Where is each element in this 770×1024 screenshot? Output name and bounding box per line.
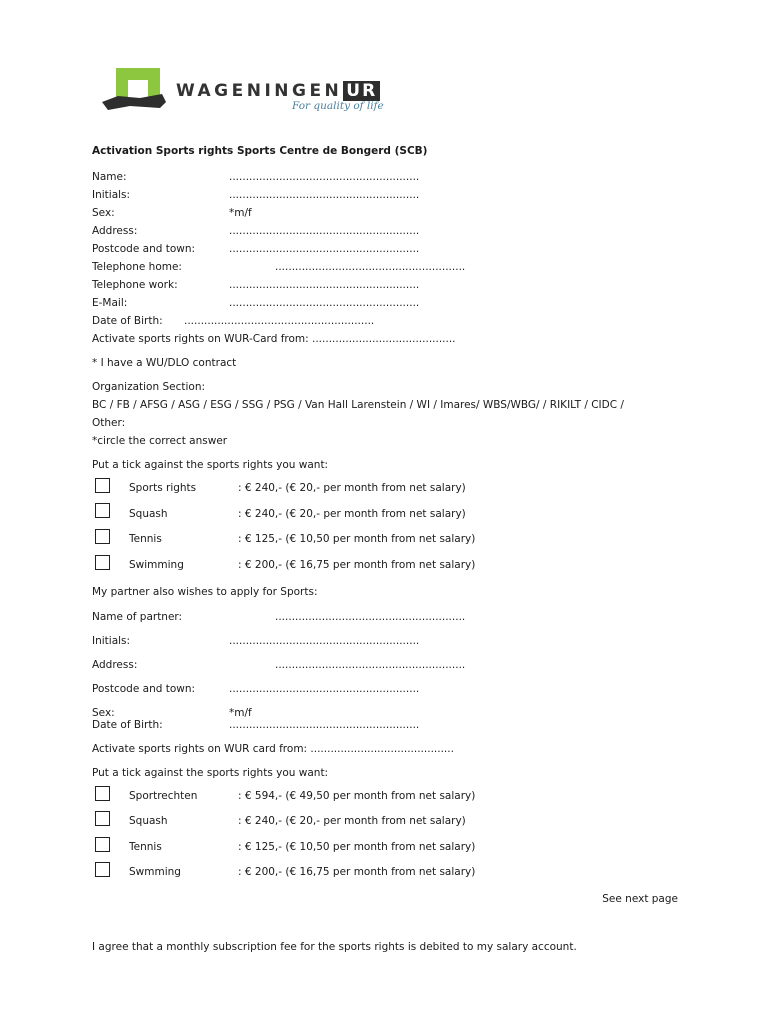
initials-field[interactable]: ......................................................... <box>229 189 420 201</box>
partner-sports-intro: Put a tick against the sports rights you want: <box>92 767 329 779</box>
sports-rights-label: Sports rights <box>129 482 197 494</box>
partner-sex-field[interactable]: *m/f <box>229 707 252 719</box>
organization-options[interactable]: BC / FB / AFSG / ASG / ESG / SSG / PSG / Van Hall Larenstein / WI / Imares/ WBS/WBG/ / RIKILT / CIDC / <box>92 399 624 411</box>
partner-tennis-label: Tennis <box>129 841 162 853</box>
tennis-label: Tennis <box>129 533 162 545</box>
contract-text: * I have a WU/DLO contract <box>92 357 237 369</box>
sex-field[interactable]: *m/f <box>229 207 252 219</box>
form-title: Activation Sports rights Sports Centre de Bongerd (SCB) <box>92 145 428 157</box>
name-label: Name: <box>92 171 127 183</box>
partner-intro: My partner also wishes to apply for Sports: <box>92 586 318 598</box>
partner-squash-checkbox[interactable] <box>95 811 110 826</box>
partner-dob-label: Date of Birth: <box>92 719 163 731</box>
sports-intro: Put a tick against the sports rights you want: <box>92 459 329 471</box>
partner-swimming-price: : € 200,- (€ 16,75 per month from net salary) <box>238 866 476 878</box>
partner-tennis-checkbox[interactable] <box>95 837 110 852</box>
sports-rights-checkbox[interactable] <box>95 478 110 493</box>
partner-swimming-checkbox[interactable] <box>95 862 110 877</box>
telephone-work-field[interactable]: ......................................................... <box>229 279 420 291</box>
partner-tennis-price: : € 125,- (€ 10,50 per month from net salary) <box>238 841 476 853</box>
dob-field[interactable]: ......................................................... <box>184 315 375 327</box>
sports-rights-price: : € 240,- (€ 20,- per month from net salary) <box>238 482 466 494</box>
squash-checkbox[interactable] <box>95 503 110 518</box>
squash-label: Squash <box>129 508 168 520</box>
tennis-price: : € 125,- (€ 10,50 per month from net salary) <box>238 533 476 545</box>
swimming-checkbox[interactable] <box>95 555 110 570</box>
circle-note: *circle the correct answer <box>92 435 228 447</box>
logo-mark-icon <box>100 66 170 118</box>
organization-label: Organization Section: <box>92 381 206 393</box>
logo-tagline: For quality of life <box>292 100 384 112</box>
partner-postcode-field[interactable]: ......................................................... <box>229 683 420 695</box>
sex-label: Sex: <box>92 207 115 219</box>
dob-label: Date of Birth: <box>92 315 163 327</box>
tennis-checkbox[interactable] <box>95 529 110 544</box>
agreement-text: I agree that a monthly subscription fee for the sports rights is debited to my salary account. <box>92 941 577 953</box>
partner-sportrechten-price: : € 594,- (€ 49,50 per month from net salary) <box>238 790 476 802</box>
address-label: Address: <box>92 225 138 237</box>
activate-wur-card-text: Activate sports rights on WUR-Card from: ........................................... <box>92 333 456 345</box>
email-field[interactable]: ......................................................... <box>229 297 420 309</box>
partner-sportrechten-label: Sportrechten <box>129 790 198 802</box>
squash-price: : € 240,- (€ 20,- per month from net salary) <box>238 508 466 520</box>
postcode-label: Postcode and town: <box>92 243 196 255</box>
logo-wordmark: WAGENINGEN UR <box>176 81 380 101</box>
partner-initials-label: Initials: <box>92 635 131 647</box>
partner-squash-price: : € 240,- (€ 20,- per month from net salary) <box>238 815 466 827</box>
email-label: E-Mail: <box>92 297 128 309</box>
partner-activate-text: Activate sports rights on WUR card from: ........................................... <box>92 743 454 755</box>
telephone-work-label: Telephone work: <box>92 279 178 291</box>
postcode-field[interactable]: ......................................................... <box>229 243 420 255</box>
swimming-label: Swimming <box>129 559 184 571</box>
name-field[interactable]: ......................................................... <box>229 171 420 183</box>
partner-dob-field[interactable]: ......................................................... <box>229 719 420 731</box>
partner-name-field[interactable]: ......................................................... <box>275 611 466 623</box>
partner-initials-field[interactable]: ......................................................... <box>229 635 420 647</box>
telephone-home-label: Telephone home: <box>92 261 182 273</box>
see-next-page: See next page <box>602 893 678 905</box>
partner-swimming-label: Swmming <box>129 866 181 878</box>
swimming-price: : € 200,- (€ 16,75 per month from net salary) <box>238 559 476 571</box>
partner-name-label: Name of partner: <box>92 611 183 623</box>
partner-postcode-label: Postcode and town: <box>92 683 196 695</box>
partner-sportrechten-checkbox[interactable] <box>95 786 110 801</box>
telephone-home-field[interactable]: ......................................................... <box>275 261 466 273</box>
organization-other: Other: <box>92 417 126 429</box>
partner-address-label: Address: <box>92 659 138 671</box>
wur-logo <box>100 66 400 118</box>
address-field[interactable]: ......................................................... <box>229 225 420 237</box>
partner-address-field[interactable]: ......................................................... <box>275 659 466 671</box>
partner-sex-label: Sex: <box>92 707 115 719</box>
initials-label: Initials: <box>92 189 131 201</box>
partner-squash-label: Squash <box>129 815 168 827</box>
